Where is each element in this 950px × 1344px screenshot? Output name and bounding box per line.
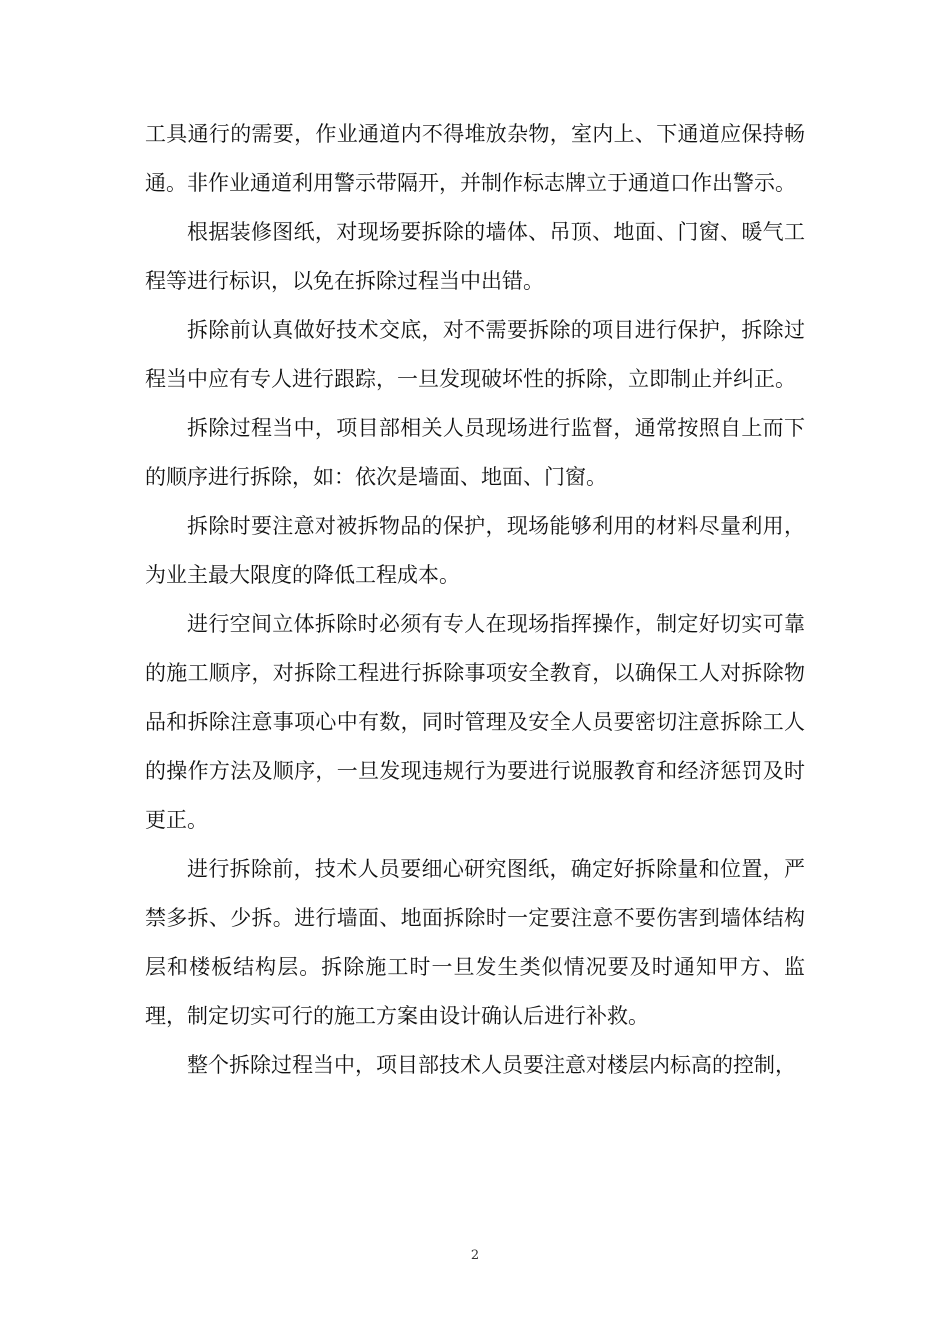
paragraph-4: 拆除过程当中，项目部相关人员现场进行监督，通常按照自上而下的顺序进行拆除，如：依次是墙面、地面、门窗。 bbox=[145, 416, 805, 489]
paragraph-5: 拆除时要注意对被拆物品的保护，现场能够利用的材料尽量利用，为业主最大限度的降低工程成本。 bbox=[145, 514, 805, 587]
paragraph-6: 进行空间立体拆除时必须有专人在现场指挥操作，制定好切实可靠的施工顺序，对拆除工程进行拆除事项安全教育，以确保工人对拆除物品和拆除注意事项心中有数，同时管理及安全人员要密切注意拆除工人的操作方法及顺序，一旦发现违规行为要进行说服教育和经济惩罚及时更正。 bbox=[145, 612, 805, 832]
document-body bbox=[145, 110, 805, 1090]
paragraph-7: 进行拆除前，技术人员要细心研究图纸，确定好拆除量和位置，严禁多拆、少拆。进行墙面、地面拆除时一定要注意不要伤害到墙体结构层和楼板结构层。拆除施工时一旦发生类似情况要及时通知甲方、监理，制定切实可行的施工方案由设计确认后进行补救。 bbox=[145, 857, 805, 1028]
paragraph-3: 拆除前认真做好技术交底，对不需要拆除的项目进行保护，拆除过程当中应有专人进行跟踪，一旦发现破坏性的拆除，立即制止并纠正。 bbox=[145, 318, 805, 391]
page-number: 2 bbox=[470, 1248, 480, 1263]
paragraph-8: 整个拆除过程当中，项目部技术人员要注意对楼层内标高的控制， bbox=[187, 1053, 796, 1077]
paragraph-1: 工具通行的需要，作业通道内不得堆放杂物，室内上、下通道应保持畅通。非作业通道利用警示带隔开，并制作标志牌立于通道口作出警示。 bbox=[145, 122, 805, 195]
paragraph-2: 根据装修图纸，对现场要拆除的墙体、吊顶、地面、门窗、暖气工程等进行标识，以免在拆除过程当中出错。 bbox=[145, 220, 805, 293]
